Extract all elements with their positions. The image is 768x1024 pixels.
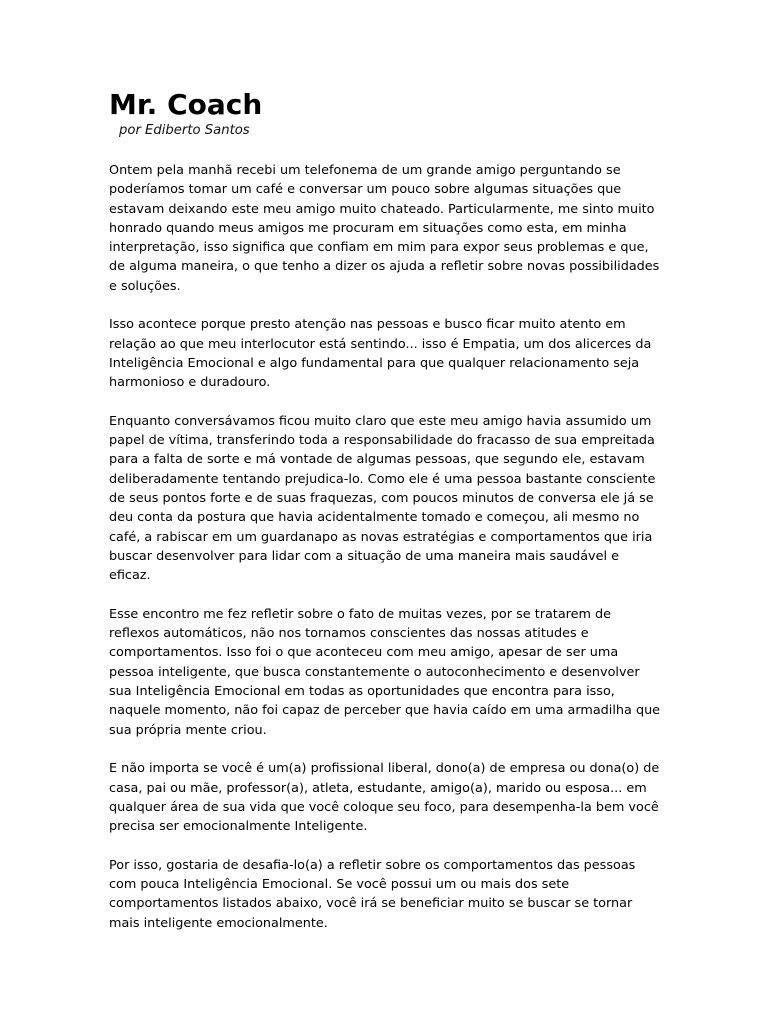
paragraph-5: E não importa se você é um(a) profissional liberal, dono(a) de empresa ou dona(o) de casa, pai ou mãe, professor(a), atleta, estudante, amigo(a), marido ou esposa... em qualquer área de sua vida que você coloque seu foco, para desempenha-la bem você precisa ser emocionalmente Inteligente. — [109, 761, 660, 835]
article-body — [109, 161, 661, 933]
paragraph-1: Ontem pela manhã recebi um telefonema de um grande amigo perguntando se poderíamos tomar um café e conversar um pouco sobre algumas situações que estavam deixando este meu amigo muito chateado. Particularmente, me sinto muito honrado quando meus amigos me procuram em situações como esta, em minha interpretação, isso significa que confiam em mim para expor seus problemas e que, de alguma maneira, o que tenho a dizer os ajuda a refletir sobre novas possibilidades e soluções. — [109, 163, 660, 294]
author-byline: por Ediberto Santos — [119, 123, 250, 138]
paragraph-2: Isso acontece porque presto atenção nas pessoas e busco ficar muito atento em relação ao que meu interlocutor está sentindo... isso é Empatia, um dos alicerces da Inteligência Emocional e algo fundamental para que qualquer relacionamento seja harmonioso e duradouro. — [109, 317, 652, 391]
paragraph-3: Enquanto conversávamos ficou muito claro que este meu amigo havia assumido um papel de vítima, transferindo toda a responsabilidade do fracasso de sua empreitada para a falta de sorte e má vontade de algumas pessoas, que segundo ele, estavam deliberadamente tentando prejudica-lo. Como ele é uma pessoa bastante consciente de seus pontos forte e de suas fraquezas, com poucos minutos de conversa ele já se deu conta da postura que havia acidentalmente tomado e começou, ali mesmo no café, a rabiscar em um guardanapo as novas estratégias e comportamentos que iria buscar desenvolver para lidar com a situação de uma maneira mais saudável e eficaz. — [109, 413, 656, 584]
document-title: Mr. Coach — [109, 88, 263, 121]
paragraph-4: Esse encontro me fez refletir sobre o fato de muitas vezes, por se tratarem de reflexos automáticos, não nos tornamos conscientes das nossas atitudes e comportamentos. Isso foi o que aconteceu com meu amigo, apesar de ser uma pessoa inteligente, que busca constantemente o autoconhecimento e desenvolver sua Inteligência Emocional em todas as oportunidades que encontra para isso, naquele momento, não foi capaz de perceber que havia caído em uma armadilha que sua própria mente criou. — [109, 606, 661, 738]
document-page — [109, 88, 661, 933]
paragraph-6: Por isso, gostaria de desafia-lo(a) a refletir sobre os comportamentos das pessoas com pouca Inteligência Emocional. Se você possui um ou mais dos sete comportamentos listados abaixo, você irá se beneficiar muito se buscar se tornar mais inteligente emocionalmente. — [109, 857, 636, 931]
